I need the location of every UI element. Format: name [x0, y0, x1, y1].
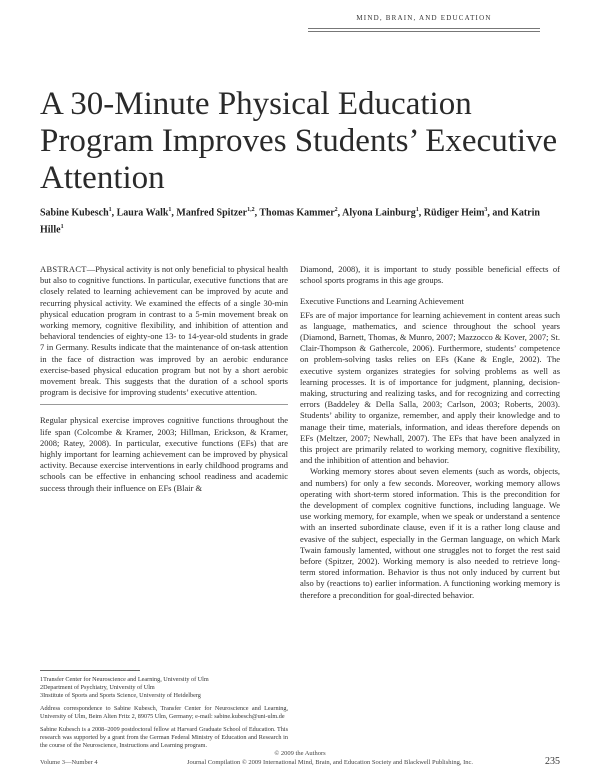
footnotes: [40, 676, 288, 755]
author-affiliation: 1: [168, 207, 172, 213]
author-name: Laura Walk: [116, 207, 169, 219]
author-affiliation: 2: [334, 207, 338, 213]
header-rule: [308, 31, 540, 32]
author-affiliation: 3: [484, 207, 488, 213]
right-column: [300, 264, 560, 601]
header-rule: [308, 28, 540, 29]
author-name: Sabine Kubesch: [40, 207, 109, 219]
author-note: Sabine Kubesch is a 2008–2009 postdoctoral fellow at Harvard Graduate School of Education. This research was supported by a grant from the German Federal Ministry of Education and Research in the course of the Neuroscience, Instructions and Learning program.: [40, 726, 288, 749]
intro-paragraph: Regular physical exercise improves cognitive functions throughout the life span (Colcombe & Kramer, 2003; Hillman, Erickson, & Kramer, 2008; Ratey, 2008). In particular, executive functions (EFs) that are highly important for learning achievement can be improved by physical activity. Because exercise interventions in early childhood programs and schools can be effective in enhancing school readiness and academic success through their influence on EFs (Blair &: [40, 415, 288, 493]
copyright-line: © 2009 the Authors: [274, 750, 326, 757]
author-name: Manfred Spitzer: [176, 207, 248, 219]
author-name: Alyona Lainburg: [342, 207, 416, 219]
affiliation-line: 2Department of Psychiatry, University of Ulm: [40, 684, 155, 691]
affiliation-line: 3Institute of Sports and Sports Science, University of Heidelberg: [40, 692, 201, 699]
affiliations: [40, 676, 288, 700]
article-title: A 30-Minute Physical Education Program Improves Students’ Executive Attention: [40, 86, 558, 196]
correspondence-note: Address correspondence to Sabine Kubesch, Transfer Center for Neuroscience and Learning, University of Ulm, Beim Alten Fritz 2, 89075 Ulm, Germany; e-mail: sabine.kubesch@uni-ulm.de: [40, 705, 288, 720]
abstract-text: —Physical activity is not only beneficial to physical health but also to cognitive functions. In particular, executive functions that are closely related to learning achievement can be improved by acute and recurring physical activity. We examined the effects of a single 30-min physical education program in contrast to a 5-min movement break on working memory, cognitive flexibility, and inhibition of attention and behavioral tendencies of eighty-one 13- to 14-year-old students in grade 7 in Germany. Results indicate that the maintenance of on-task attention in the face of distraction was improved by an aerobic endurance exercise-based physical education program but not by a short aerobic movement break. This suggests that the duration of a school sports program is decisive for improving students’ executive attention.: [40, 264, 288, 398]
author-name: Katrin Hille: [40, 207, 540, 236]
affiliation-line: 1Transfer Center for Neuroscience and Learning, University of Ulm: [40, 676, 209, 683]
author-affiliation: 1,2: [247, 207, 255, 213]
volume-info: Volume 3—Number 4: [40, 759, 98, 766]
page-number: 235: [545, 756, 560, 767]
abstract-label: ABSTRACT: [40, 264, 87, 274]
author-name: Rüdiger Heim: [423, 207, 485, 219]
left-column: [40, 264, 288, 494]
body-paragraph: EFs are of major importance for learning achievement in content areas such as language, mathematics, and science throughout the school years (Diamond, Barnett, Thomas, & Munro, 2007; Mazzocco & Kover, 2007; St. Clair-Thompson & Gathercole, 2006). Furthermore, students’ competence on problem-solving tasks relies on EFs (Kane & Engle, 2002). The executive system organizes strategies for solving problems as well as learning processes. It is of importance for judgment, planning, decision-making, structuring and realizing tasks, and for recognizing and correcting errors (Baddeley & Della Salla, 2003; Carlson, 2003; Roberts, 2003). Students’ ability to organize, remember, and apply their knowledge and to manage their time, materials, information, and ideas therefore depends on EFs (Meltzer, 2007; Newhall, 2007). The EFs that have been analyzed in this project are primarily related to working memory, cognitive flexibility, and the inhibition of attention and behavior.: [300, 309, 560, 466]
author-affiliation: 1: [415, 207, 419, 213]
author-affiliation: 1: [108, 207, 112, 213]
abstract: [40, 264, 288, 398]
journal-compilation: Journal Compilation © 2009 International Mind, Brain, and Education Society and Blackwell Publishing, Inc.: [186, 759, 474, 766]
footnote-divider: [40, 670, 140, 671]
journal-header: MIND, BRAIN, AND EDUCATION: [356, 14, 492, 22]
author-list: Sabine Kubesch$^1$, Laura Walk$^1$, Manfred Spitzer$^{1,2}$, Thomas Kammer$^2$, Alyona Lainburg$^1$, Rüdiger Heim$^3$, and Katrin Hille$^1$: [40, 207, 540, 236]
continuation-paragraph: Diamond, 2008), it is important to study possible beneficial effects of school sports programs in this age groups.: [300, 264, 560, 286]
author-affiliation: 1: [60, 224, 64, 231]
section-heading: Executive Functions and Learning Achievement: [300, 296, 464, 307]
abstract-divider: [40, 404, 288, 405]
author-name: Thomas Kammer: [259, 207, 335, 219]
body-paragraph: Working memory stores about seven elements (such as words, objects, and numbers) for only a few seconds. Moreover, working memory allows operating with short-term stored information. This is the precondition for the development of complex cognitive functions, including language. We use working memory, for example, when we speak or understand a sentence with an inserted subordinate clause, even if it is a rather long clause and evasive of the subject, especially in the German language, on which Mark Twain famously lamented, without one struggles not to forget the rest said before (Spitzer, 2002). Working memory is also needed to retrieve long-term stored information. Behavior is thus not only induced by current but also by (reactions to) earlier information. A functioning working memory is therefore a precondition for goal-directed behavior.: [300, 466, 560, 600]
